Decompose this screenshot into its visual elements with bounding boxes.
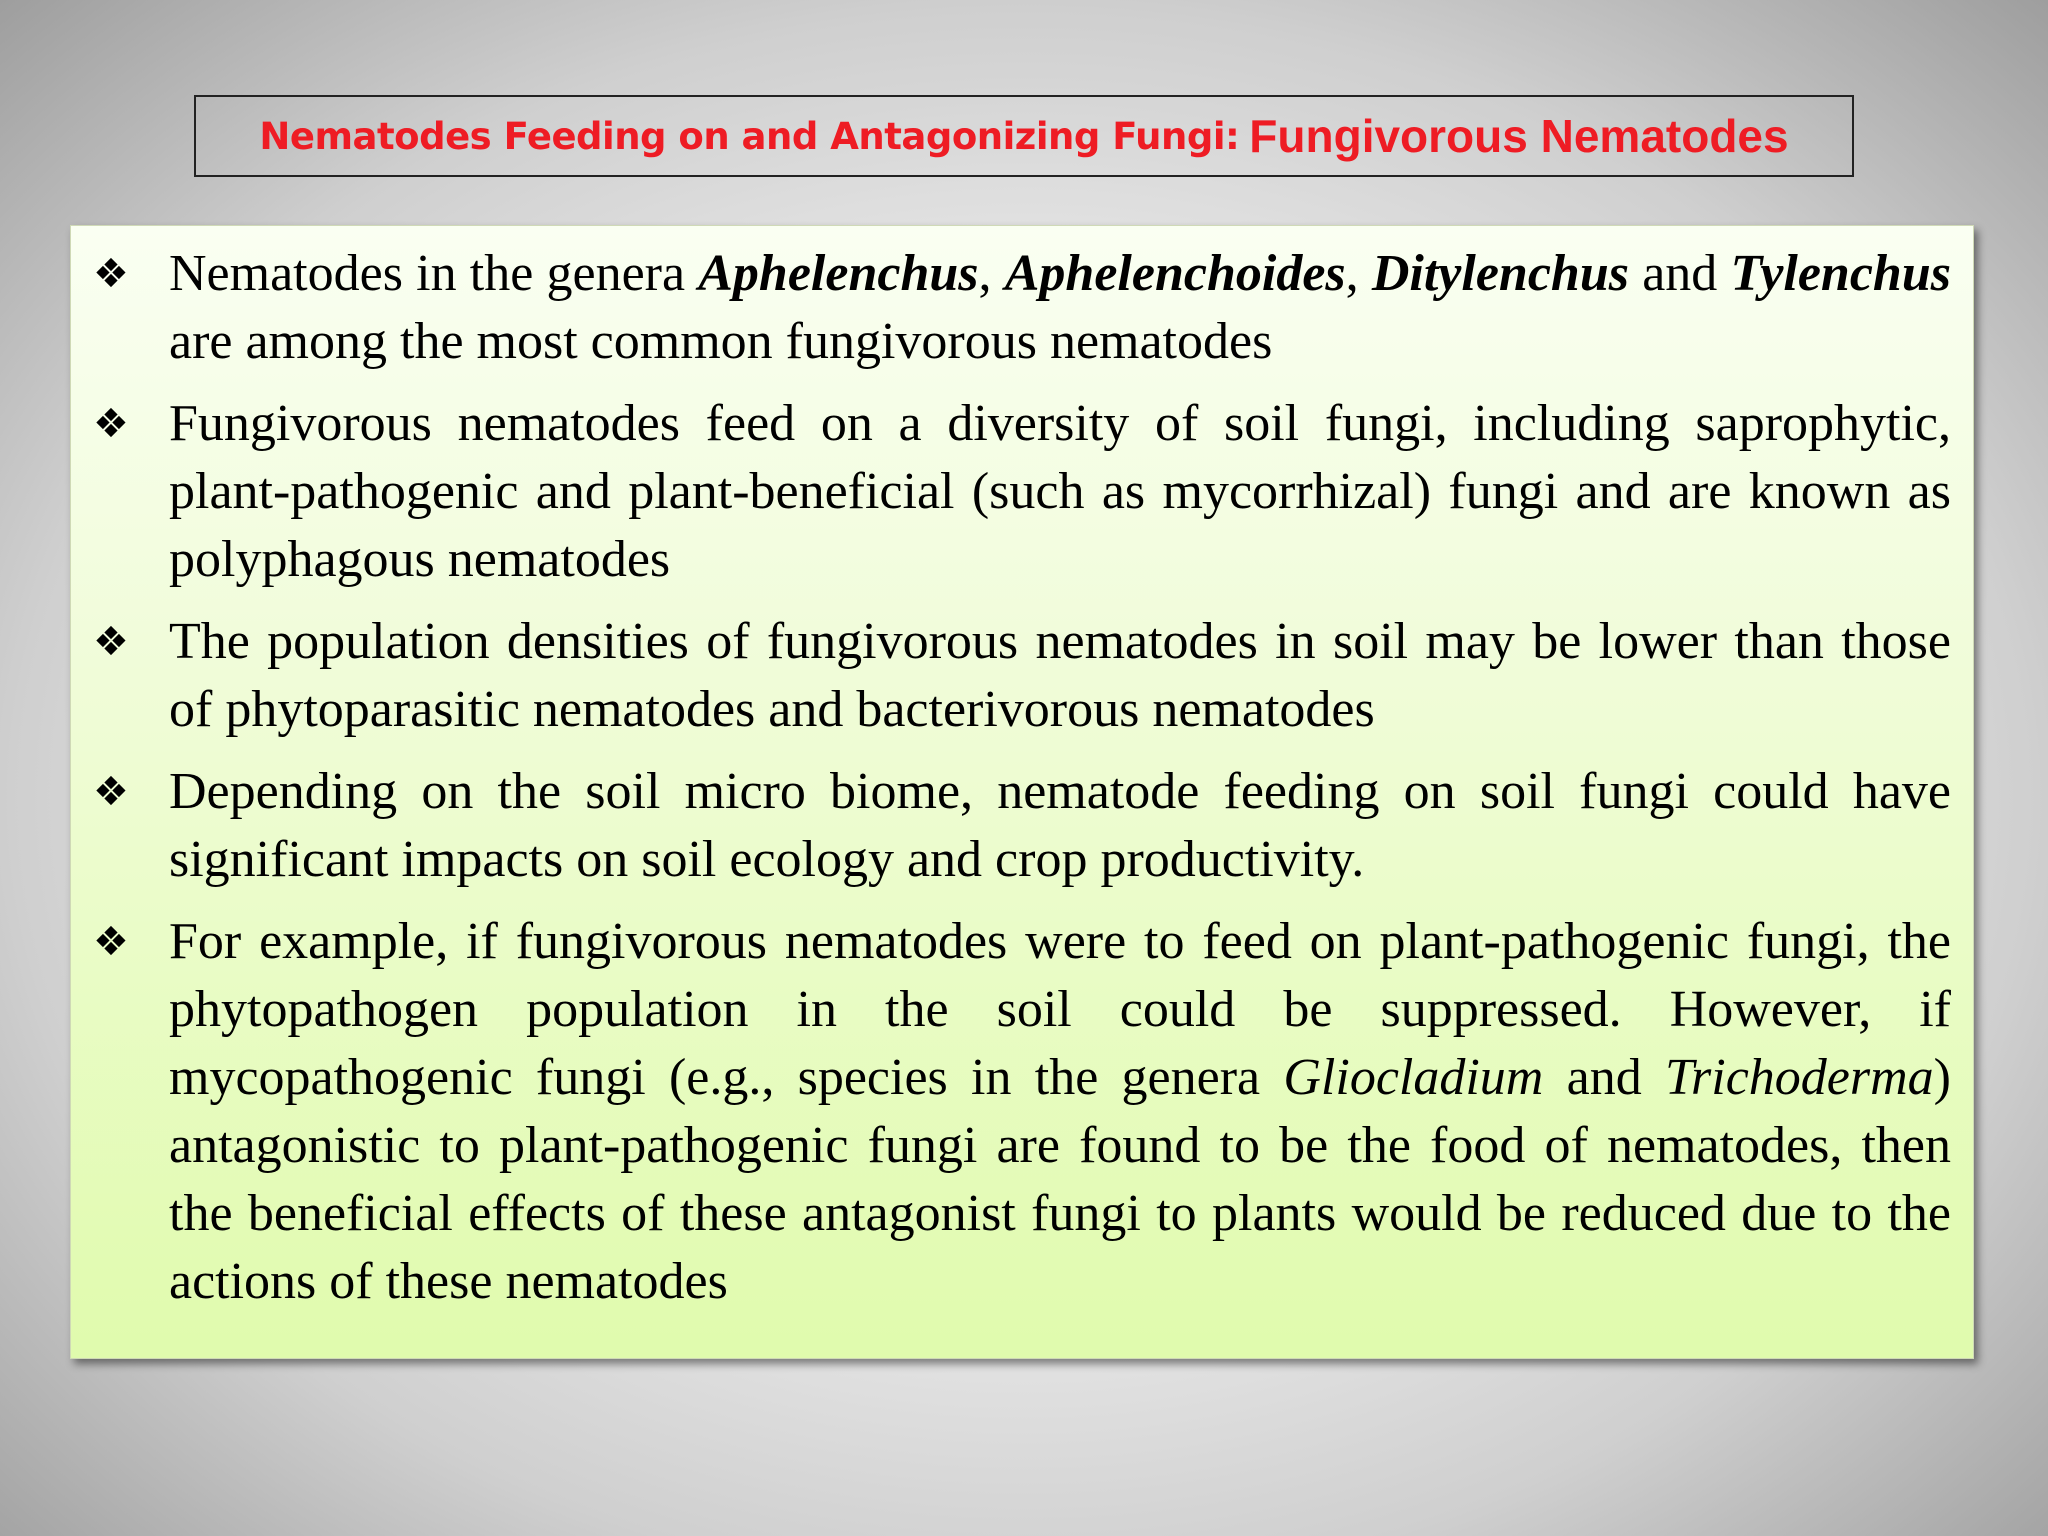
bullet-item bbox=[71, 240, 1973, 376]
bullet-text-segment: Gliocladium bbox=[1283, 1049, 1544, 1106]
four-diamond-bullet-icon: ❖ bbox=[93, 619, 129, 665]
bullet-text-segment: Trichoderma bbox=[1664, 1049, 1934, 1106]
bullet-text-segment: Ditylenchus bbox=[1371, 245, 1629, 302]
four-diamond-bullet-icon: ❖ bbox=[93, 919, 129, 965]
bullet-item bbox=[71, 390, 1973, 594]
bullet-text-segment: Depending on the soil micro biome, nematode feeding on soil fungi could have significant impacts on soil ecology and crop productivity. bbox=[169, 763, 1951, 888]
four-diamond-bullet-icon: ❖ bbox=[93, 401, 129, 447]
bullet-text-segment: are among the most common fungivorous nematodes bbox=[169, 313, 1273, 370]
bullet-text-segment: Aphelenchoides bbox=[1004, 245, 1346, 302]
four-diamond-bullet-icon: ❖ bbox=[93, 251, 129, 297]
bullet-text-segment: Fungivorous nematodes feed on a diversity of soil fungi, including saprophytic, plant-pathogenic and plant-beneficial (such as mycorrhizal) fungi and are known as polyphagous nematodes bbox=[169, 395, 1951, 588]
slide-title bbox=[194, 95, 1854, 177]
bullet-text-segment: Aphelenchus bbox=[698, 245, 979, 302]
bullet-text-segment: Tylenchus bbox=[1730, 245, 1952, 302]
bullet-text-segment: The population densities of fungivorous nematodes in soil may be lower than those of phytoparasitic nematodes and bacterivorous nematodes bbox=[169, 613, 1951, 738]
title-part-2: Fungivorous Nematodes bbox=[1249, 110, 1789, 162]
bullet-text-segment: For example, if fungivorous nematodes were to feed on plant-pathogenic fungi, the phytopathogen population in the soil could be suppressed. However, if mycopathogenic fungi (e.g., species in the genera bbox=[169, 913, 1951, 1106]
bullet-text-segment: and bbox=[1629, 245, 1731, 302]
bullet-text-segment: ) antagonistic to plant-pathogenic fungi are found to be the food of nematodes, then the beneficial effects of these antagonist fungi to plants would be reduced due to the actions of these nematodes bbox=[169, 1049, 1951, 1310]
bullet-item bbox=[71, 608, 1973, 744]
bullet-text-segment: Nematodes in the genera bbox=[169, 245, 699, 302]
bullet-list bbox=[71, 240, 1973, 1330]
title-part-1: Nematodes Feeding on and Antagonizing Fungi: bbox=[259, 114, 1240, 158]
bullet-item bbox=[71, 758, 1973, 894]
bullet-text-segment: , bbox=[1345, 245, 1372, 302]
bullet-text-segment: , bbox=[978, 245, 1005, 302]
bullet-item bbox=[71, 908, 1973, 1316]
content-box bbox=[70, 225, 1974, 1359]
bullet-text-segment: and bbox=[1543, 1049, 1665, 1106]
four-diamond-bullet-icon: ❖ bbox=[93, 769, 129, 815]
